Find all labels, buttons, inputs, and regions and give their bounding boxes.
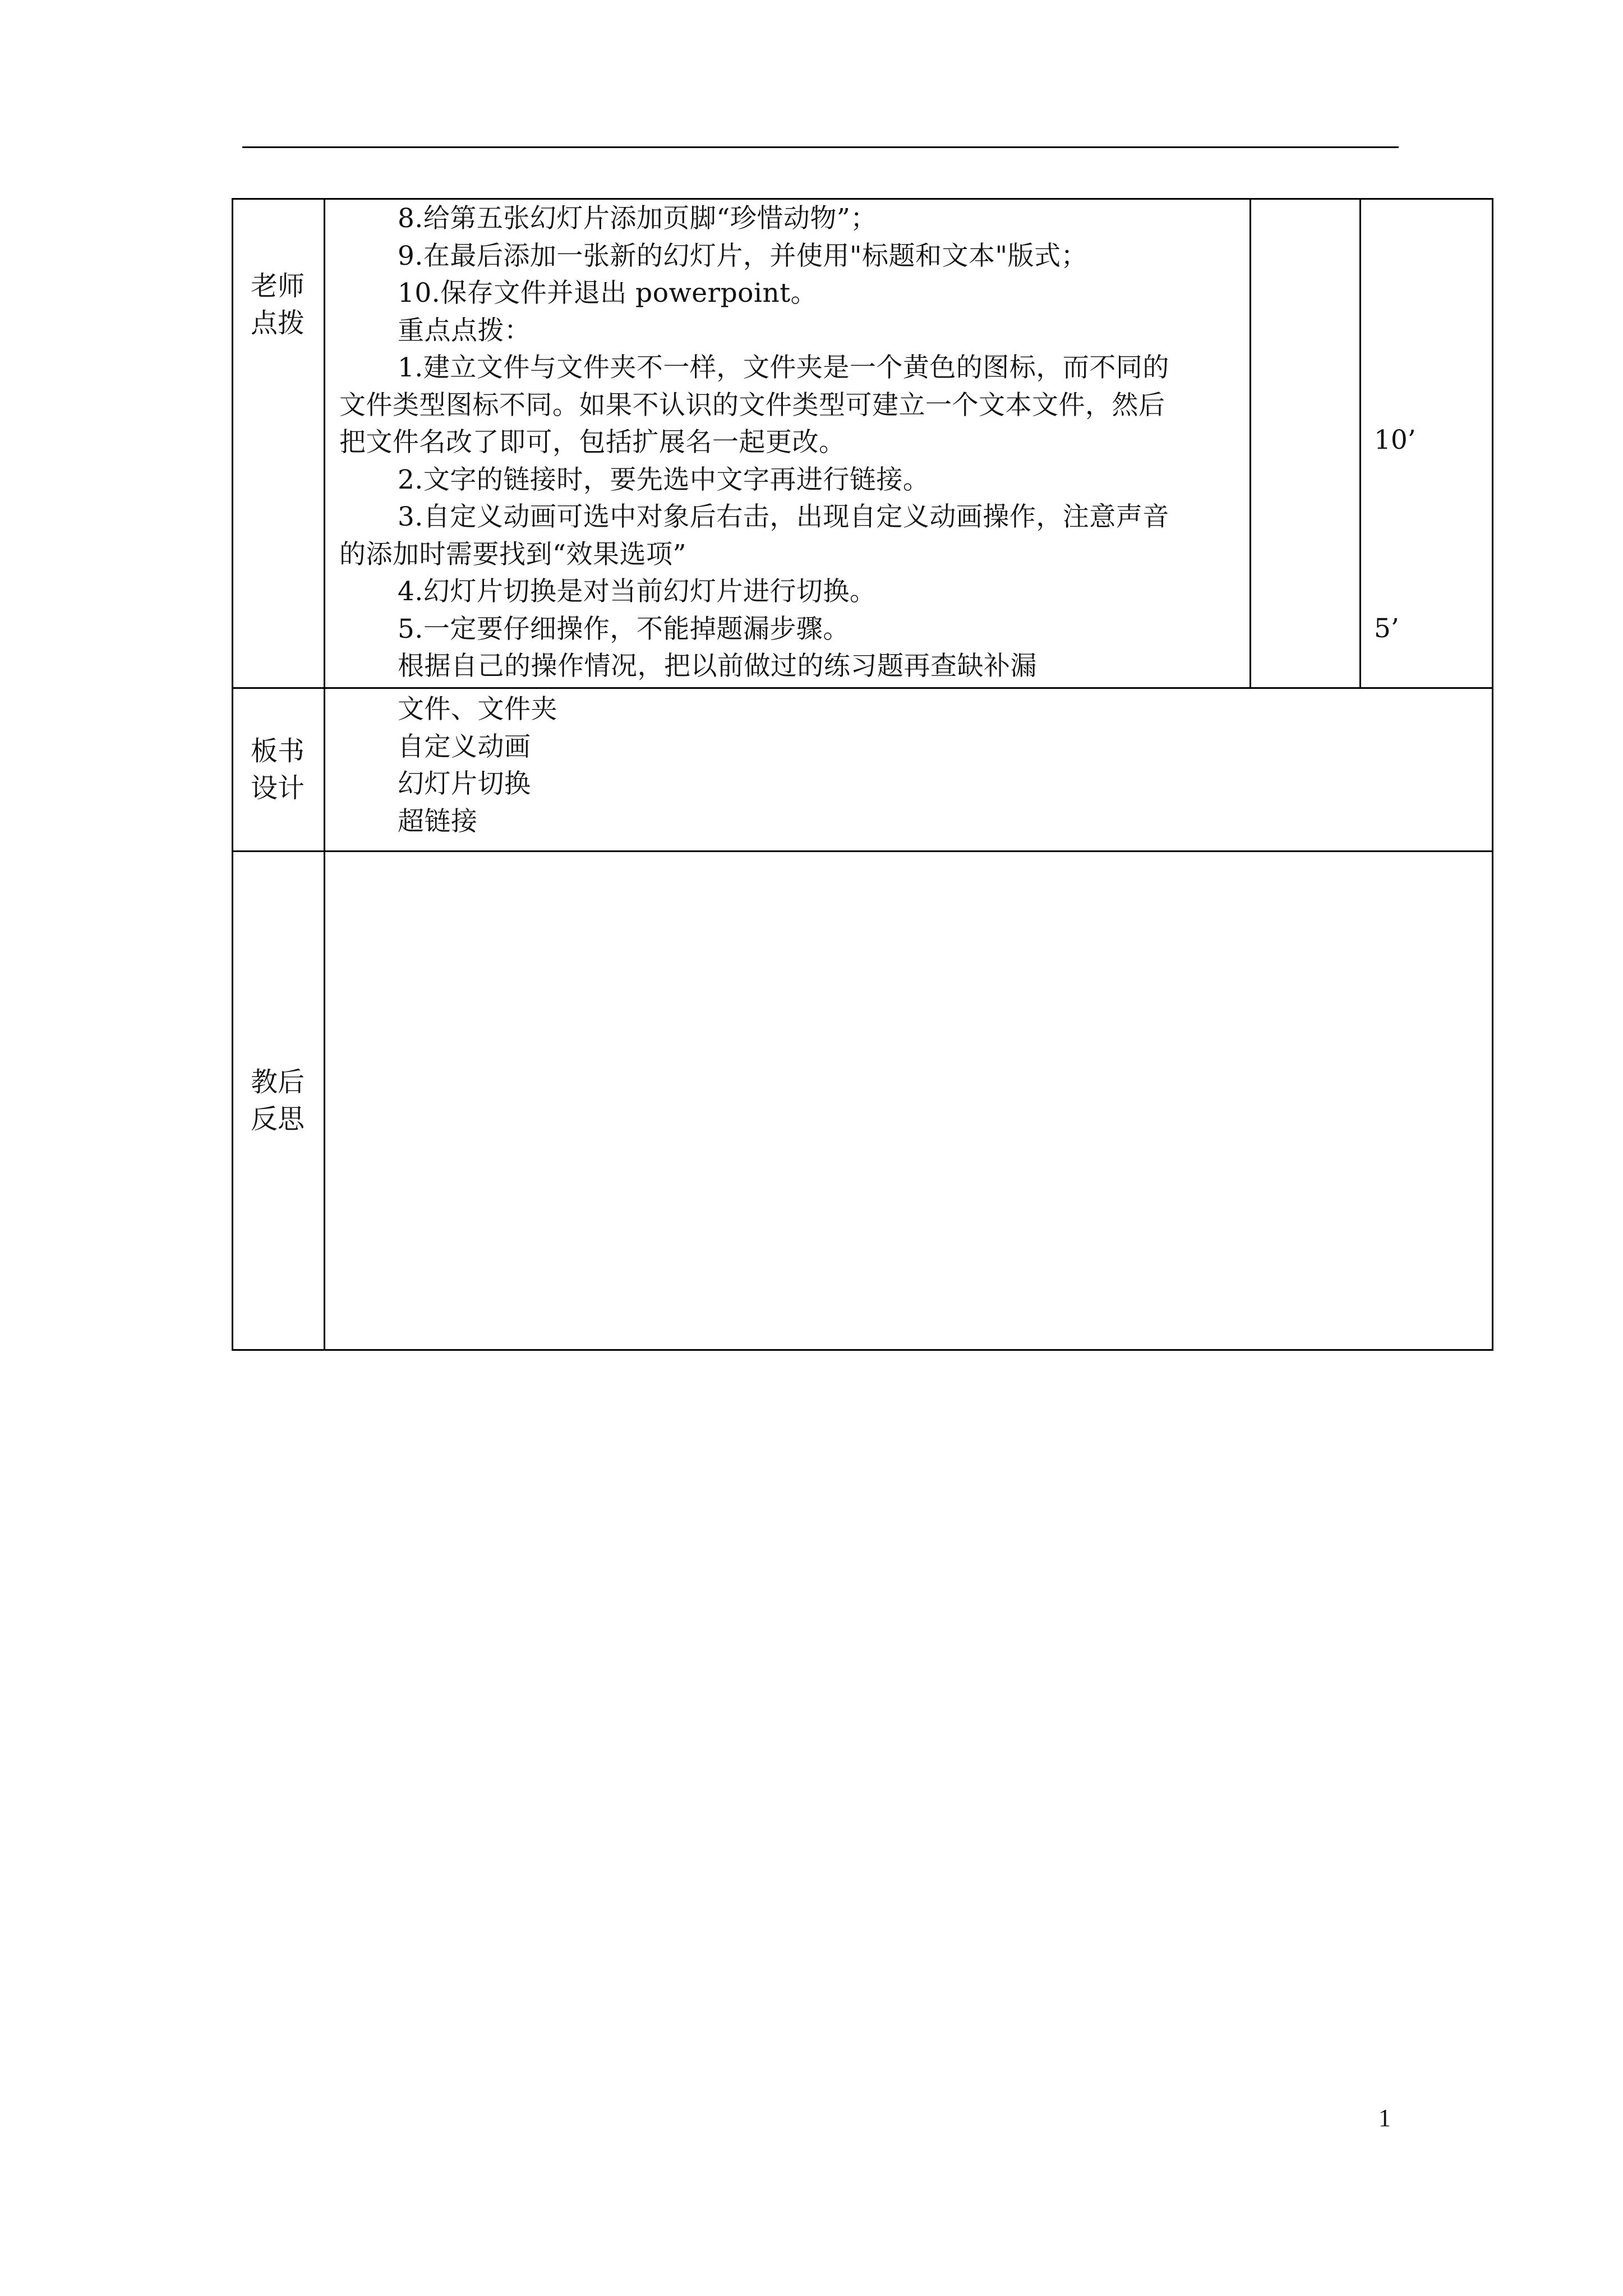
table-border-top [232,198,1493,200]
guidance-label [232,198,324,687]
guidance-line: 8.给第五张幻灯片添加页脚“珍惜动物”； [398,203,877,234]
guidance-line: 10.保存文件并退出 powerpoint。 [398,278,818,309]
board-design-label [232,689,324,850]
page-number: 1 [1378,2104,1391,2132]
guidance-line: 9.在最后添加一张新的幻灯片，并使用"标题和文本"版式； [398,240,1088,272]
guidance-line: 3.自定义动画可选中对象后右击，出现自定义动画操作，注意声音 [398,501,1169,532]
guidance-line: 2.文字的链接时，要先选中文字再进行链接。 [398,464,930,495]
guidance-content [339,200,1242,685]
guidance-line: 根据自己的操作情况，把以前做过的练习题再查缺补漏 [398,651,1037,682]
guidance-line: 重点点拨： [398,315,531,346]
reflection-label-line-2: 反思 [250,1103,305,1135]
reflection-label [232,852,324,1349]
guidance-line: 把文件名改了即可，包括扩展名一起更改。 [339,427,846,458]
board-item: 幻灯片切换 [398,769,531,799]
board-design-label-line-2: 设计 [250,772,305,804]
board-item: 文件、文件夹 [398,694,557,725]
guidance-label-line-1: 老师 [250,270,305,302]
header-rule [242,146,1399,148]
inner-column-divider-2 [1359,198,1361,689]
guidance-line: 5.一定要仔细操作，不能掉题漏步骤。 [398,613,850,645]
inner-column-divider-1 [1249,198,1251,689]
time-allocation: 10’ [1374,425,1416,455]
board-item: 自定义动画 [398,731,531,762]
table-border-bottom [232,1349,1493,1351]
guidance-line: 文件类型图标不同。如果不认识的文件类型可建立一个文本文件，然后 [339,389,1165,421]
board-design-content [339,691,1483,840]
guidance-line: 1.建立文件与文件夹不一样，文件夹是一个黄色的图标，而不同的 [398,352,1169,383]
board-design-label-line-1: 板书 [250,735,305,767]
row-divider-1 [232,687,1493,689]
guidance-line: 的添加时需要找到“效果选项” [339,539,687,570]
reflection-content [325,852,1492,1349]
table-border-right [1492,198,1493,1351]
guidance-label-line-2: 点拨 [250,307,305,339]
board-item: 超链接 [398,806,478,837]
reflection-label-line-1: 教后 [250,1066,305,1098]
time-allocation: 5’ [1374,613,1399,644]
guidance-line: 4.幻灯片切换是对当前幻灯片进行切换。 [398,576,877,607]
